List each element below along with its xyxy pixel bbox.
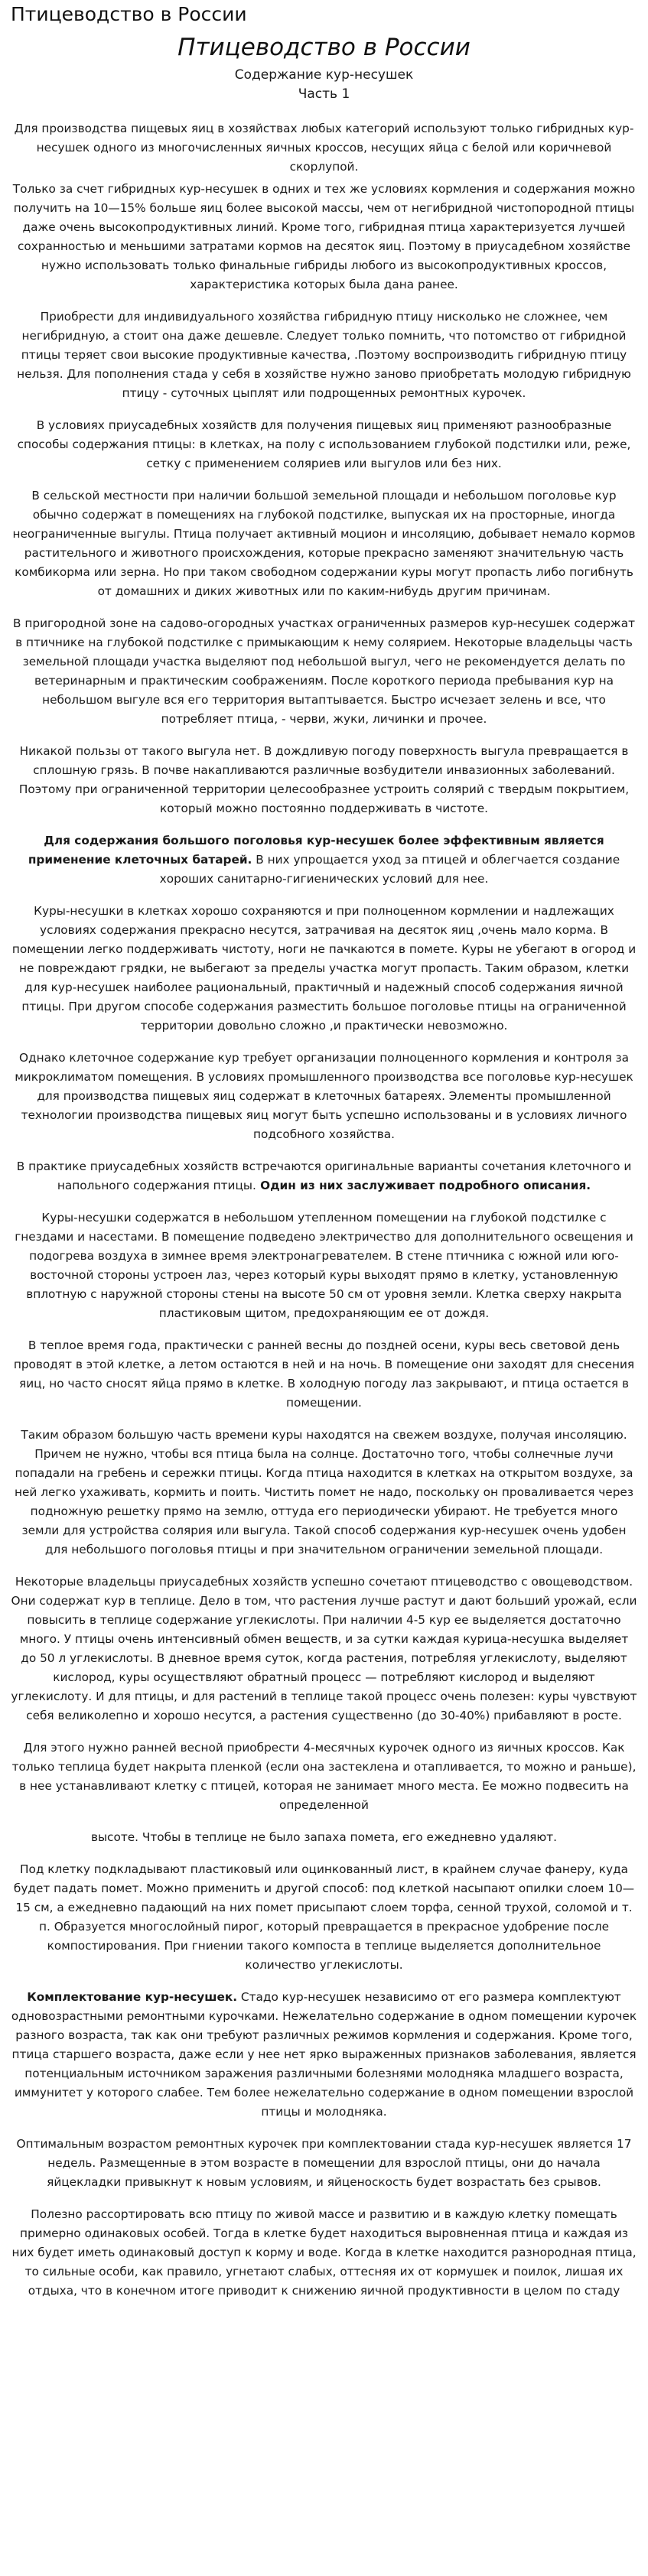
article-body	[11, 119, 637, 2301]
bold-lead: Комплектование кур-несушек.	[27, 1990, 238, 2004]
paragraph-text: В них упрощается уход за птицей и облегчается создание хороших санитарно-гигиенических условий для нее.	[159, 853, 620, 886]
paragraph: В пригородной зоне на садово-огородных участках ограниченных размеров кур-несушек содержат в птичнике на глубокой подстилке с примыкающим к нему солярием. Некоторые владельцы часть земельной площади участка выделяют под небольшой выгул, чего не рекомендуется делать по ветеринарным и практическим соображениям. После короткого периода пребывания кур на небольшом выгуле вся его территория вытаптывается. Быстро исчезает зелень и все, что потребляет птица, - черви, жуки, личинки и прочее.	[13, 616, 635, 726]
paragraph: Куры-несушки в клетках хорошо сохраняются и при полноценном кормлении и надлежащих условиях содержания прекрасно несутся, затрачивая на десяток яиц ,очень мало корма. В помещении легко поддерживать чистоту, ноги не пачкаются в помете. Куры не убегают в огород и не повреждают грядки, не выбегают за пределы участка могут пропасть. Таким образом, клетки для кур-несушек наиболее рациональный, практичный и надежный способ содержания яичной птицы. При другом способе содержания разместить большое поголовье птицы на ограниченной территории довольно сложно ,и практически невозможно.	[11, 904, 637, 1033]
bold-lead: Для содержания большого поголовья кур-несушек более эффективным является применение клеточных батарей.	[28, 834, 604, 867]
bold-emphasis: Один из них заслуживает подробного описания.	[256, 1179, 591, 1192]
section-heading: Содержание кур-несушек	[234, 67, 414, 83]
page	[0, 2, 648, 2301]
site-title: Птицеводство в России	[11, 3, 247, 25]
paragraph: Только за счет гибридных кур-несушек в одних и тех же условиях кормления и содержания можно получить на 10—15% больше яиц более высокой массы, чем от негибридной чистопородной птицы даже очень высокопродуктивных линий. Кроме того, гибридная птица характеризуется лучшей сохранностью и меньшими затратами кормов на десяток яиц. Поэтому в приусадебном хозяйстве нужно использовать только финальные гибриды любого из высокопродуктивных кроссов, характеристика которых была дана ранее.	[12, 182, 636, 291]
paragraph: высоте. Чтобы в теплице не было запаха помета, его ежедневно удаляют.	[90, 1830, 558, 1844]
paragraph-text: Стадо кур-несушек независимо от его размера комплектуют одновозрастными ремонтными курочками. Нежелательно содержание в одном помещении курочек разного возраста, так как они требуют различных режимов кормления и содержания. Кроме того, птица старшего возраста, даже если у нее нет ярко выраженных признаков заболевания, является потенциальным источником заражения различными болезнями молодняка младшего возраста, иммунитет у которого слабее. Тем более нежелательно содержание в одном помещении взрослой птицы и молодняка.	[11, 1990, 637, 2119]
paragraph: Под клетку подкладывают пластиковый или оцинкованный лист, в крайнем случае фанеру, куда будет падать помет. Можно применить и другой способ: под клеткой насыпают опилки слоем 10—15 см, а ежедневно падающий на них помет присыпают слоем торфа, сенной трухой, соломой и т. п. Образуется многослойный пирог, который превращается в прекрасное удобрение после компостирования. При гниении такого компоста в теплице выделяется дополнительное количество углекислоты.	[13, 1862, 635, 1972]
paragraph: Никакой пользы от такого выгула нет. В дождливую погоду поверхность выгула превращается в сплошную грязь. В почве накапливаются различные возбудители инвазионных заболеваний. Поэтому при ограниченной территории целесообразнее устроить солярий с твердым покрытием, который можно постоянно поддерживать в чистоте.	[18, 744, 630, 815]
paragraph: В сельской местности при наличии большой земельной площади и небольшом поголовье кур обычно содержат в помещениях на глубокой подстилке, выпуская их на просторные, иногда неограниченные выгулы. Птица получает активный моцион и инсоляцию, добывает немало кормов растительного и животного происхождения, которые прекрасно заменяют значительную часть комбикорма или зерна. Но при таком свободном содержании куры могут пропасть либо погибнуть от домашних и диких животных или по каким-нибудь другим причинам.	[12, 489, 636, 598]
paragraph-text: В практике приусадебных хозяйств встречаются оригинальные варианты сочетания клеточного и напольного содержания птицы.	[16, 1160, 632, 1192]
article-title: Птицеводство в России	[177, 34, 471, 61]
paragraph: Полезно рассортировать всю птицу по живой массе и развитию и в каждую клетку помещать примерно одинаковых особей. Тогда в клетке будет находиться выровненная птица и каждая из них будет иметь одинаковый доступ к корму и воде. Когда в клетке находится разнородная птица, то сильные особи, как правило, угнетают слабых, оттесняя их от кормушек и поилок, лишая их отдыха, что в конечном итоге приводит к снижению яичной продуктивности в целом по стаду	[11, 2207, 637, 2298]
paragraph: Таким образом большую часть времени куры находятся на свежем воздухе, получая инсоляцию. Причем не нужно, чтобы вся птица была на солнце. Достаточно того, чтобы солнечные лучи попадали на гребень и сережки птицы. Когда птица находится в клетках на открытом воздухе, за ней легко ухаживать, кормить и поить. Чистить помет не надо, поскольку он проваливается через подножную решетку прямо на землю, оттуда его периодически убирают. Не требуется много земли для устройства солярия или выгула. Такой способ содержания кур-несушек очень удобен для небольшого поголовья птицы и при значительном ограничении земельной площади.	[15, 1428, 633, 1556]
paragraph: Оптимальным возрастом ремонтных курочек при комплектовании стада кур-несушек является 17 недель. Размещенные в этом возрасте в помещении для взрослой птицы, они до начала яйцекладки привыкнут к новым условиям, и яйценоскость будет возрастать без срывов.	[16, 2137, 632, 2189]
paragraph	[11, 1988, 637, 2122]
paragraph: Для производства пищевых яиц в хозяйствах любых категорий используют только гибридных кур-несушек одного из многочисленных яичных кроссов, несущих яйца с белой или коричневой скорлупой.	[14, 122, 634, 174]
paragraph	[11, 1157, 637, 1195]
paragraph: В теплое время года, практически с ранней весны до поздней осени, куры весь световой день проводят в этой клетке, а летом остаются в ней и на ночь. В помещение они заходят для снесения яиц, но часто сносят яйца прямо в клетке. В холодную погоду лаз закрывают, и птица остается в помещении.	[13, 1338, 635, 1410]
paragraph: Однако клеточное содержание кур требует организации полноценного кормления и контроля за микроклиматом помещения. В условиях промышленного производства все поголовье кур-несушек для производства пищевых яиц содержат в клеточных батареях. Элементы промышленной технологии производства пищевых яиц могут быть успешно использованы и в условиях личного подсобного хозяйства.	[15, 1051, 633, 1141]
part-label: Часть 1	[298, 86, 350, 102]
paragraph: Куры-несушки содержатся в небольшом утепленном помещении на глубокой подстилке с гнездами и насестами. В помещение подведено электричество для дополнительного освещения и подогрева воздуха в зимнее время электронагревателем. В стене птичника с южной или юго-восточной стороны устроен лаз, через который куры выходят прямо в клетку, установленную вплотную с наружной стороны стены на высоте 50 см от уровня земли. Клетка сверху накрыта пластиковым щитом, предохраняющим ее от дождя.	[15, 1211, 633, 1320]
paragraph: В условиях приусадебных хозяйств для получения пищевых яиц применяют разнообразные способы содержания птицы: в клетках, на полу с использованием глубокой подстилки или, реже, сетку с применением соляриев или выгулов или без них.	[17, 418, 631, 470]
paragraph: Некоторые владельцы приусадебных хозяйств успешно сочетают птицеводство с овощеводством. Они содержат кур в теплице. Дело в том, что растения лучше растут и дают больший урожай, если повысить в теплице содержание углекислоты. При наличии 4-5 кур ее выделяется достаточно много. У птицы очень интенсивный обмен веществ, и за сутки каждая курица-несушка выделяет до 50 л углекислоты. В дневное время суток, когда растения, потребляя углекислоту, выделяют кислород, куры осуществляют обратный процесс — потребляют кислород и выделяют углекислоту. И для птицы, и для растений в теплице такой процесс очень полезен: куры чувствуют себя великолепно и хорошо несутся, а растения существенно (до 30-40%) прибавляют в росте.	[11, 1575, 637, 1722]
paragraph	[11, 831, 637, 889]
paragraph: Для этого нужно ранней весной приобрести 4-месячных курочек одного из яичных кроссов. Как только теплица будет накрыта пленкой (если она застеклена и отапливается, то можно и раньше), в нее устанавливают клетку с птицей, которая не занимает много места. Ее можно подвесить на определенной	[11, 1741, 637, 1812]
paragraph: Приобрести для индивидуального хозяйства гибридную птицу нисколько не сложнее, чем негибридную, а стоит она даже дешевле. Следует только помнить, что потомство от гибридной птицы теряет свои высокие продуктивные качества, .Поэтому воспроизводить гибридную птицу нельзя. Для пополнения стада у себя в хозяйстве нужно заново приобретать молодую гибридную птицу - суточных цыплят или подрощенных ремонтных курочек.	[17, 310, 631, 400]
